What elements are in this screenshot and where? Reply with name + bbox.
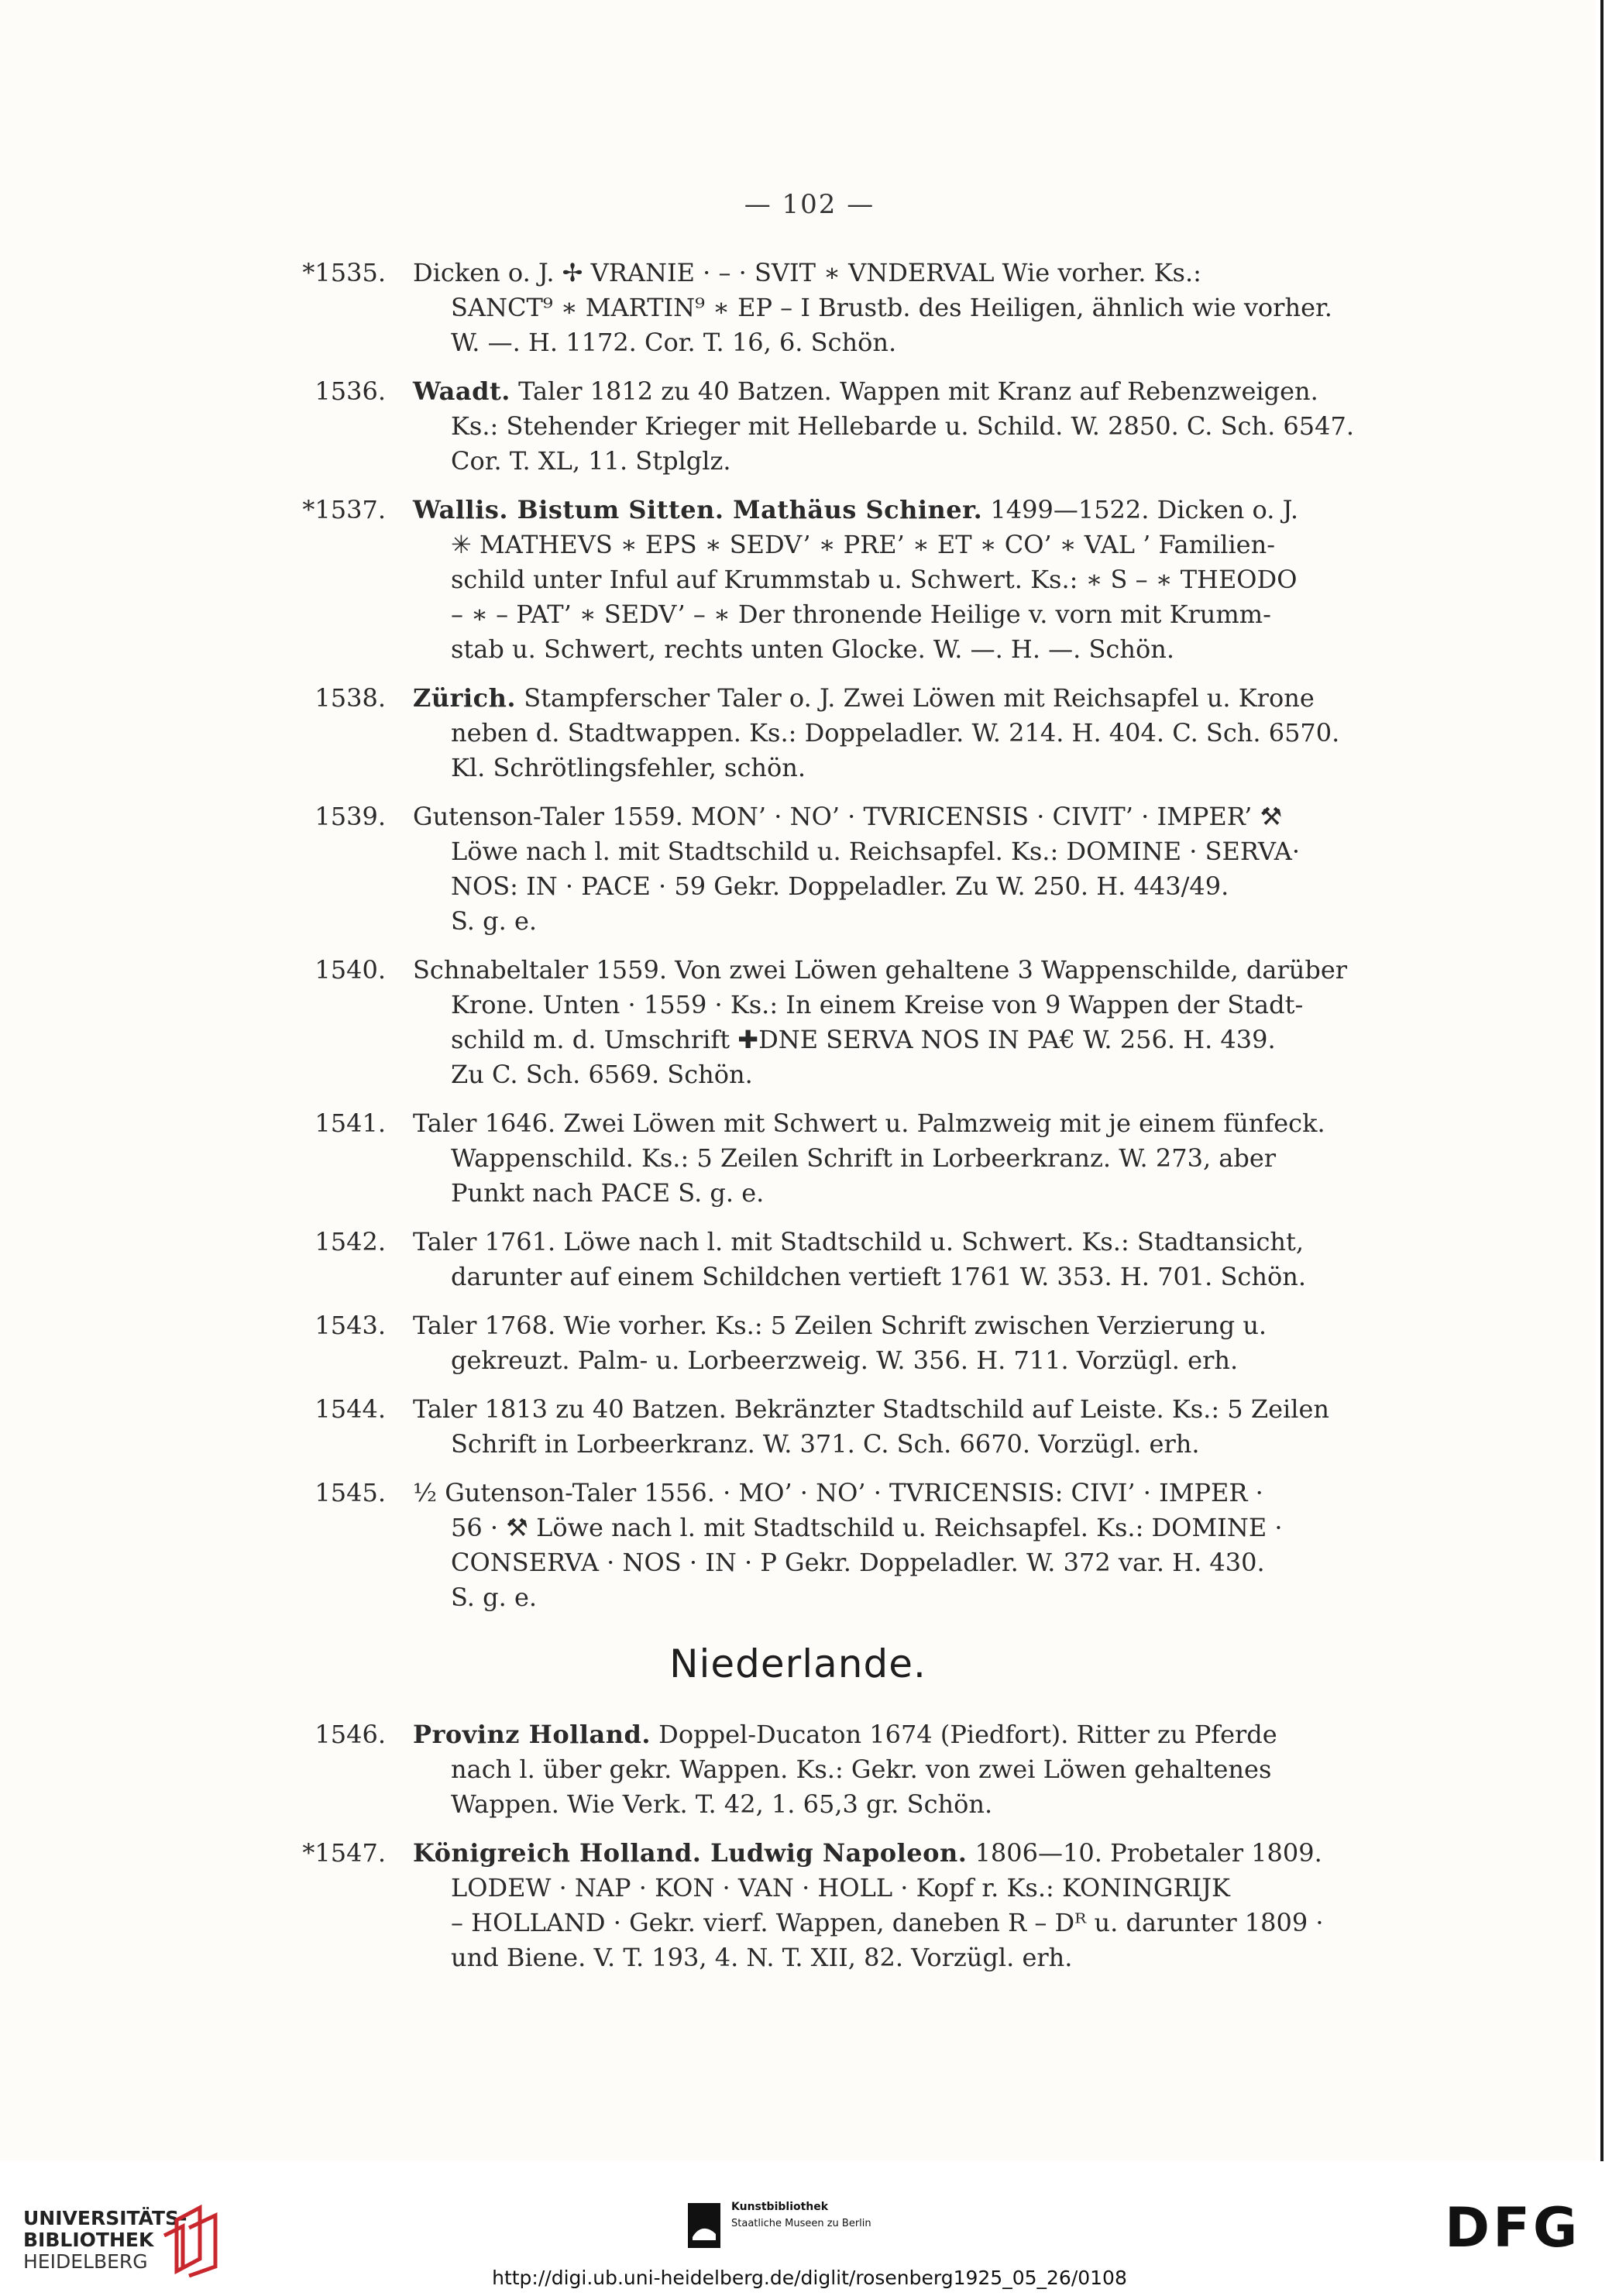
catalog-entry xyxy=(0,374,1596,479)
entry-number: 1540. xyxy=(315,955,386,985)
entry-number: 1546. xyxy=(315,1720,386,1749)
entry-line: NOS: IN · PACE · 59 Gekr. Doppeladler. Zu W. 250. H. 443/49. xyxy=(451,871,1229,901)
entry-line: ½ Gutenson-Taler 1556. · MO’ · NO’ · TVRICENSIS: CIVI’ · IMPER · xyxy=(413,1478,1263,1507)
entry-line: LODEW · NAP · KON · VAN · HOLL · Kopf r. Ks.: KONINGRIJK xyxy=(451,1873,1230,1902)
entry-line: Krone. Unten · 1559 · Ks.: In einem Kreise von 9 Wappen der Stadt- xyxy=(451,990,1304,1019)
catalog-entry xyxy=(0,1476,1596,1615)
entry-line xyxy=(413,493,1596,528)
catalog-entry xyxy=(0,1106,1596,1211)
entry-line: Taler 1761. Löwe nach l. mit Stadtschild u. Schwert. Ks.: Stadtansicht, xyxy=(413,1227,1304,1256)
entry-number: 1539. xyxy=(315,802,386,831)
entry-line: CONSERVA · NOS · IN · P Gekr. Doppeladler. W. 372 var. H. 430. xyxy=(451,1548,1265,1577)
entry-line: Taler 1768. Wie vorher. Ks.: 5 Zeilen Schrift zwischen Verzierung u. xyxy=(413,1311,1267,1340)
entry-line: 56 · ⚒ Löwe nach l. mit Stadtschild u. Reichsapfel. Ks.: DOMINE · xyxy=(451,1513,1283,1542)
entry-text: 1499—1522. Dicken o. J. xyxy=(982,495,1299,524)
entry-place-heading: Provinz Holland. xyxy=(413,1720,651,1749)
catalog-entry xyxy=(0,1392,1596,1462)
entry-line: Gutenson-Taler 1559. MON’ · NO’ · TVRICENSIS · CIVIT’ · IMPER’ ⚒ xyxy=(413,802,1283,831)
entry-text: Taler 1812 zu 40 Batzen. Wappen mit Kranz auf Rebenzweigen. xyxy=(510,376,1318,406)
entry-line: Cor. T. XL, 11. Stplglz. xyxy=(451,446,731,476)
entries-switzerland xyxy=(0,256,1596,1615)
entries-netherlands xyxy=(0,1717,1596,1975)
dfg-logo[interactable] xyxy=(1445,2201,1600,2251)
entry-number: 1541. xyxy=(315,1108,386,1138)
entry-line: Kl. Schrötlingsfehler, schön. xyxy=(451,753,806,782)
entry-text: Stampferscher Taler o. J. Zwei Löwen mit Reichsapfel u. Krone xyxy=(516,683,1315,713)
entry-line: Ks.: Stehender Krieger mit Hellebarde u. Schild. W. 2850. C. Sch. 6547. xyxy=(451,411,1355,441)
catalog-entry xyxy=(0,493,1596,667)
ub-logo-line1: UNIVERSITÄTS- xyxy=(23,2207,187,2229)
entry-line xyxy=(413,1836,1596,1871)
catalog-entry xyxy=(0,1717,1596,1822)
entry-line: Wappen. Wie Verk. T. 42, 1. 65,3 gr. Schön. xyxy=(451,1789,993,1819)
entry-line: S. g. e. xyxy=(451,1583,538,1612)
entry-number: 1544. xyxy=(315,1394,386,1424)
catalog-entry xyxy=(0,1836,1596,1975)
entry-number: *1537. xyxy=(302,495,386,524)
entry-line: Taler 1813 zu 40 Batzen. Bekränzter Stadtschild auf Leiste. Ks.: 5 Zeilen xyxy=(413,1394,1330,1424)
entry-line: stab u. Schwert, rechts unten Glocke. W. —. H. —. Schön. xyxy=(451,634,1174,664)
entry-line: W. —. H. 1172. Cor. T. 16, 6. Schön. xyxy=(451,328,897,357)
entry-line: Schnabeltaler 1559. Von zwei Löwen gehaltene 3 Wappenschilde, darüber xyxy=(413,955,1348,985)
footer xyxy=(0,2161,1619,2296)
entry-line: S. g. e. xyxy=(451,906,538,936)
section-heading: Niederlande. xyxy=(669,1641,926,1686)
entry-line: gekreuzt. Palm- u. Lorbeerzweig. W. 356. H. 711. Vorzügl. erh. xyxy=(451,1346,1239,1375)
entry-line: schild m. d. Umschrift ✚DNE SERVA NOS IN PA€ W. 256. H. 439. xyxy=(451,1025,1276,1054)
entry-line: – ∗ – PAT’ ∗ SEDV’ – ∗ Der thronende Heilige v. vorn mit Krumm- xyxy=(451,600,1271,629)
catalog-entry xyxy=(0,953,1596,1092)
entry-text: 1806—10. Probetaler 1809. xyxy=(967,1838,1322,1868)
entry-line: Löwe nach l. mit Stadtschild u. Reichsapfel. Ks.: DOMINE · SERVA· xyxy=(451,837,1301,866)
entry-line: – HOLLAND · Gekr. vierf. Wappen, daneben R – Dᴿ u. darunter 1809 · xyxy=(451,1908,1324,1937)
catalog-entry xyxy=(0,799,1596,939)
entry-line: nach l. über gekr. Wappen. Ks.: Gekr. von zwei Löwen gehaltenes xyxy=(451,1755,1272,1784)
scan-edge xyxy=(1596,0,1619,2161)
entry-line: Zu C. Sch. 6569. Schön. xyxy=(451,1060,753,1089)
entry-line: darunter auf einem Schildchen vertieft 1761 W. 353. H. 701. Schön. xyxy=(451,1262,1306,1291)
entry-number: *1547. xyxy=(302,1838,386,1868)
entry-line: SANCT⁹ ∗ MARTIN⁹ ∗ EP – I Brustb. des Heiligen, ähnlich wie vorher. xyxy=(451,293,1332,322)
entry-line: ✳ MATHEVS ∗ EPS ∗ SEDV’ ∗ PRE’ ∗ ET ∗ CO’ ∗ VAL ’ Familien- xyxy=(451,530,1276,559)
entry-place-heading: Königreich Holland. Ludwig Napoleon. xyxy=(413,1838,968,1868)
entry-line: Schrift in Lorbeerkranz. W. 371. C. Sch. 6670. Vorzügl. erh. xyxy=(451,1429,1200,1459)
entry-number: 1543. xyxy=(315,1311,386,1340)
entry-line xyxy=(413,1717,1596,1752)
entry-line: Taler 1646. Zwei Löwen mit Schwert u. Palmzweig mit je einem fünfeck. xyxy=(413,1108,1325,1138)
kunstbibliothek-emblem-icon xyxy=(688,2203,720,2248)
entry-line: und Biene. V. T. 193, 4. N. T. XII, 82. Vorzügl. erh. xyxy=(451,1943,1073,1972)
entry-place-heading: Wallis. Bistum Sitten. Mathäus Schiner. xyxy=(413,495,983,524)
catalog-entry xyxy=(0,1308,1596,1378)
entry-number: 1538. xyxy=(315,683,386,713)
entry-place-heading: Zürich. xyxy=(413,683,517,713)
entry-number: 1536. xyxy=(315,376,386,406)
entry-line xyxy=(413,681,1596,716)
entry-line: Wappenschild. Ks.: 5 Zeilen Schrift in Lorbeerkranz. W. 273, aber xyxy=(451,1143,1277,1173)
permalink-url[interactable]: http://digi.ub.uni-heidelberg.de/diglit/rosenberg1925_05_26/0108 xyxy=(492,2267,1127,2289)
catalog-entry xyxy=(0,256,1596,360)
entry-number: 1545. xyxy=(315,1478,386,1507)
entry-line: schild unter Inful auf Krummstab u. Schwert. Ks.: ∗ S – ∗ THEODO xyxy=(451,565,1298,594)
kunstbibliothek-text xyxy=(731,2198,871,2232)
ub-logo-line2: BIBLIOTHEK xyxy=(23,2229,154,2251)
page-number: — 102 — xyxy=(744,189,875,220)
catalog-entry xyxy=(0,1225,1596,1294)
entry-line: Dicken o. J. ✢ VRANIE · – · SVIT ∗ VNDERVAL Wie vorher. Ks.: xyxy=(413,258,1201,287)
entry-number: 1542. xyxy=(315,1227,386,1256)
entry-line: Punkt nach PACE S. g. e. xyxy=(451,1178,765,1208)
entry-number: *1535. xyxy=(302,258,386,287)
entry-text: Doppel-Ducaton 1674 (Piedfort). Ritter zu Pferde xyxy=(651,1720,1277,1749)
entry-line xyxy=(413,374,1596,409)
catalog-entries xyxy=(0,256,1596,1989)
kb-line1: Kunstbibliothek xyxy=(731,2201,829,2213)
entry-place-heading: Waadt. xyxy=(413,376,510,406)
ub-logo-line3: HEIDELBERG xyxy=(23,2250,148,2273)
kb-line2: Staatliche Museen zu Berlin xyxy=(731,2218,871,2229)
dfg-logo-text: DFG xyxy=(1445,2201,1581,2251)
entry-line: neben d. Stadtwappen. Ks.: Doppeladler. W. 214. H. 404. C. Sch. 6570. xyxy=(451,718,1340,748)
catalog-entry xyxy=(0,681,1596,785)
